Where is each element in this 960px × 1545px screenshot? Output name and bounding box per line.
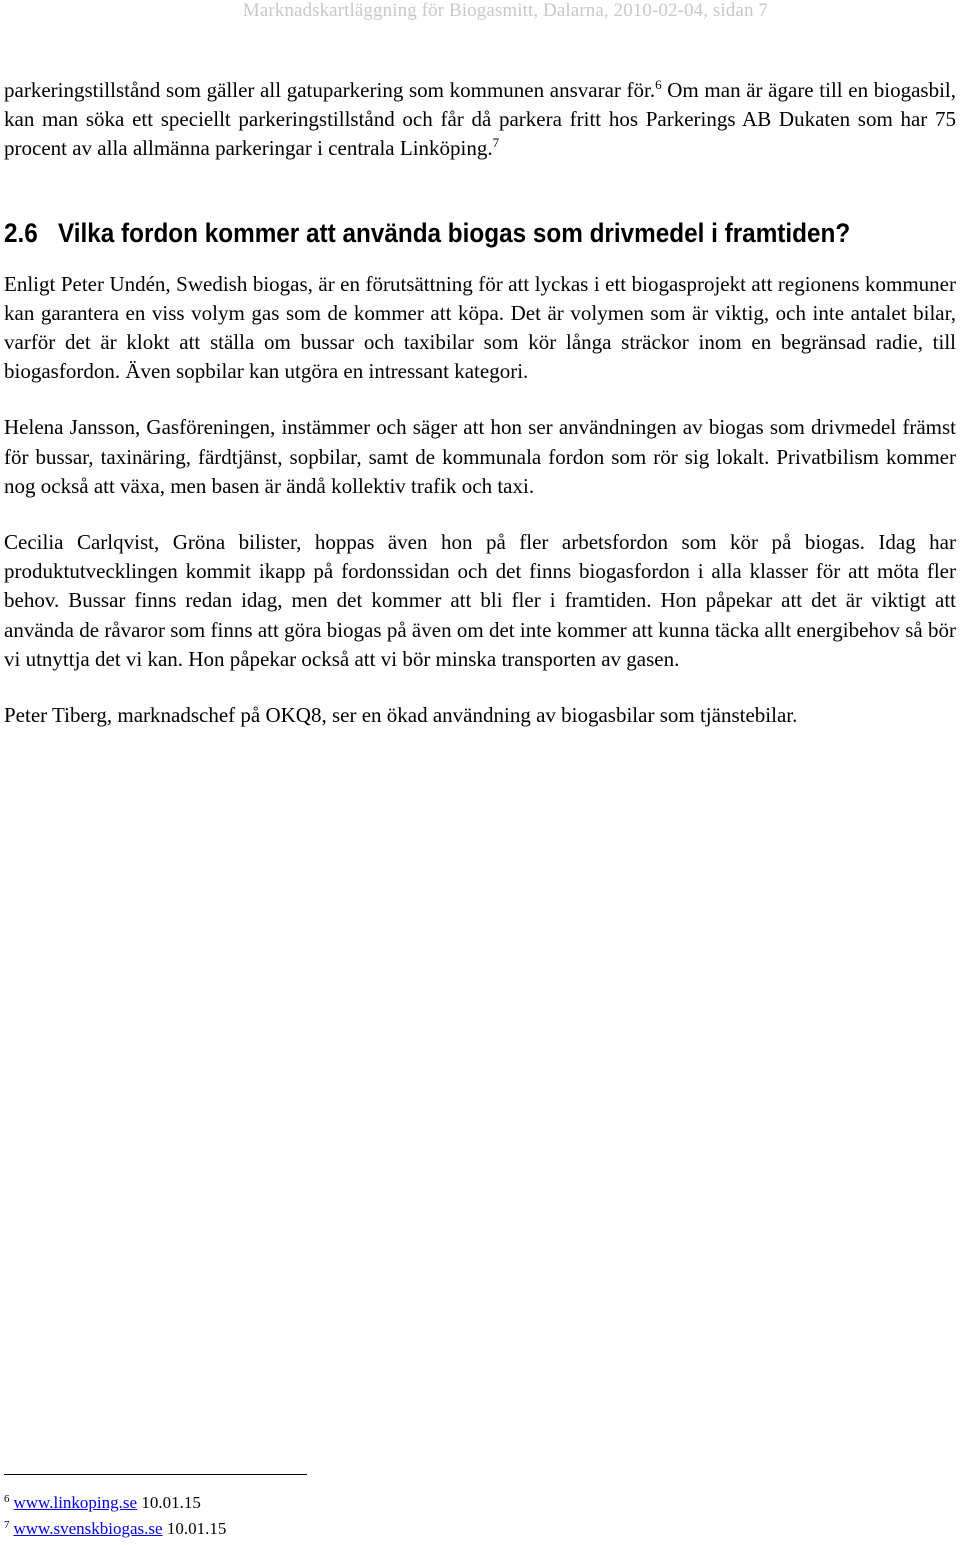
footnote-6: [4, 1490, 226, 1516]
section-heading: [4, 216, 954, 250]
section-number: 2.6: [4, 217, 38, 248]
footnote-number: 7: [4, 1519, 10, 1531]
paragraph-helena-jansson: Helena Jansson, Gasföreningen, instämmer och säger att hon ser användningen av biogas som drivmedel främst för bussar, taxinäring, färdtjänst, sopbilar, samt de kommunala fordon som rör sig lokalt. Privatbilism kommer nog också att växa, men basen är ändå kollektiv trafik och taxi.: [4, 415, 956, 498]
paragraph-peter-unden: Enligt Peter Undén, Swedish biogas, är en förutsättning för att lyckas i ett biogasprojekt att regionens kommuner kan garantera en viss volym gas som de kommer att köpa. Det är volymen som är viktig, och inte antalet bilar, varför det är klokt att ställa om bussar och taxibilar som kör långa sträckor inom en begränsad radie, till biogasfordon. Även sopbilar kan utgöra en intressant kategori.: [4, 271, 956, 384]
footnote-link[interactable]: www.linkoping.se: [13, 1493, 138, 1512]
footnote-reference-6[interactable]: 6: [655, 77, 662, 92]
footnote-separator: [4, 1474, 307, 1475]
intro-paragraph: [4, 76, 956, 164]
footnote-date: 10.01.15: [141, 1493, 201, 1512]
running-header: Marknadskartläggning för Biogasmitt, Dalarna, 2010-02-04, sidan 7: [242, 0, 768, 21]
footnote-reference-7[interactable]: 7: [492, 135, 500, 151]
intro-text-part-1: parkeringstillstånd som gäller all gatuparkering som kommunen ansvarar för.: [4, 78, 656, 102]
footnote-link[interactable]: www.svenskbiogas.se: [13, 1519, 163, 1538]
paragraph-cecilia-carlqvist: Cecilia Carlqvist, Gröna bilister, hoppas även hon på fler arbetsfordon som kör på biogas. Idag har produktutvecklingen kommit ikapp på fordonssidan och det finns biogasfordon i alla klasser för att möta fler behov. Bussar finns redan idag, men det kommer att bli fler i framtiden. Hon påpekar att det är viktigt att använda de råvaror som finns att göra biogas på även om det inte kommer att kunna täcka allt energibehov så bör vi utnyttja det vi kan. Hon påpekar också att vi bör minska transporten av gasen.: [4, 530, 956, 671]
page-body: [4, 76, 956, 730]
section-title: Vilka fordon kommer att använda biogas som drivmedel i framtiden?: [58, 217, 851, 248]
paragraph-peter-tiberg: Peter Tiberg, marknadschef på OKQ8, ser en ökad användning av biogasbilar som tjänstebilar.: [4, 703, 798, 728]
footnote-date: 10.01.15: [166, 1519, 227, 1538]
footnote-7: [4, 1516, 226, 1542]
footnotes: [4, 1490, 226, 1542]
footnote-number: 6: [4, 1493, 10, 1505]
intro-text-part-2: Om man är ägare till en biogasbil, kan man söka ett speciellt parkeringstillstånd och får då parkera fritt hos Parkerings AB Dukaten som har 75 procent av alla allmänna parkeringar i centrala Linköping.: [4, 78, 956, 161]
